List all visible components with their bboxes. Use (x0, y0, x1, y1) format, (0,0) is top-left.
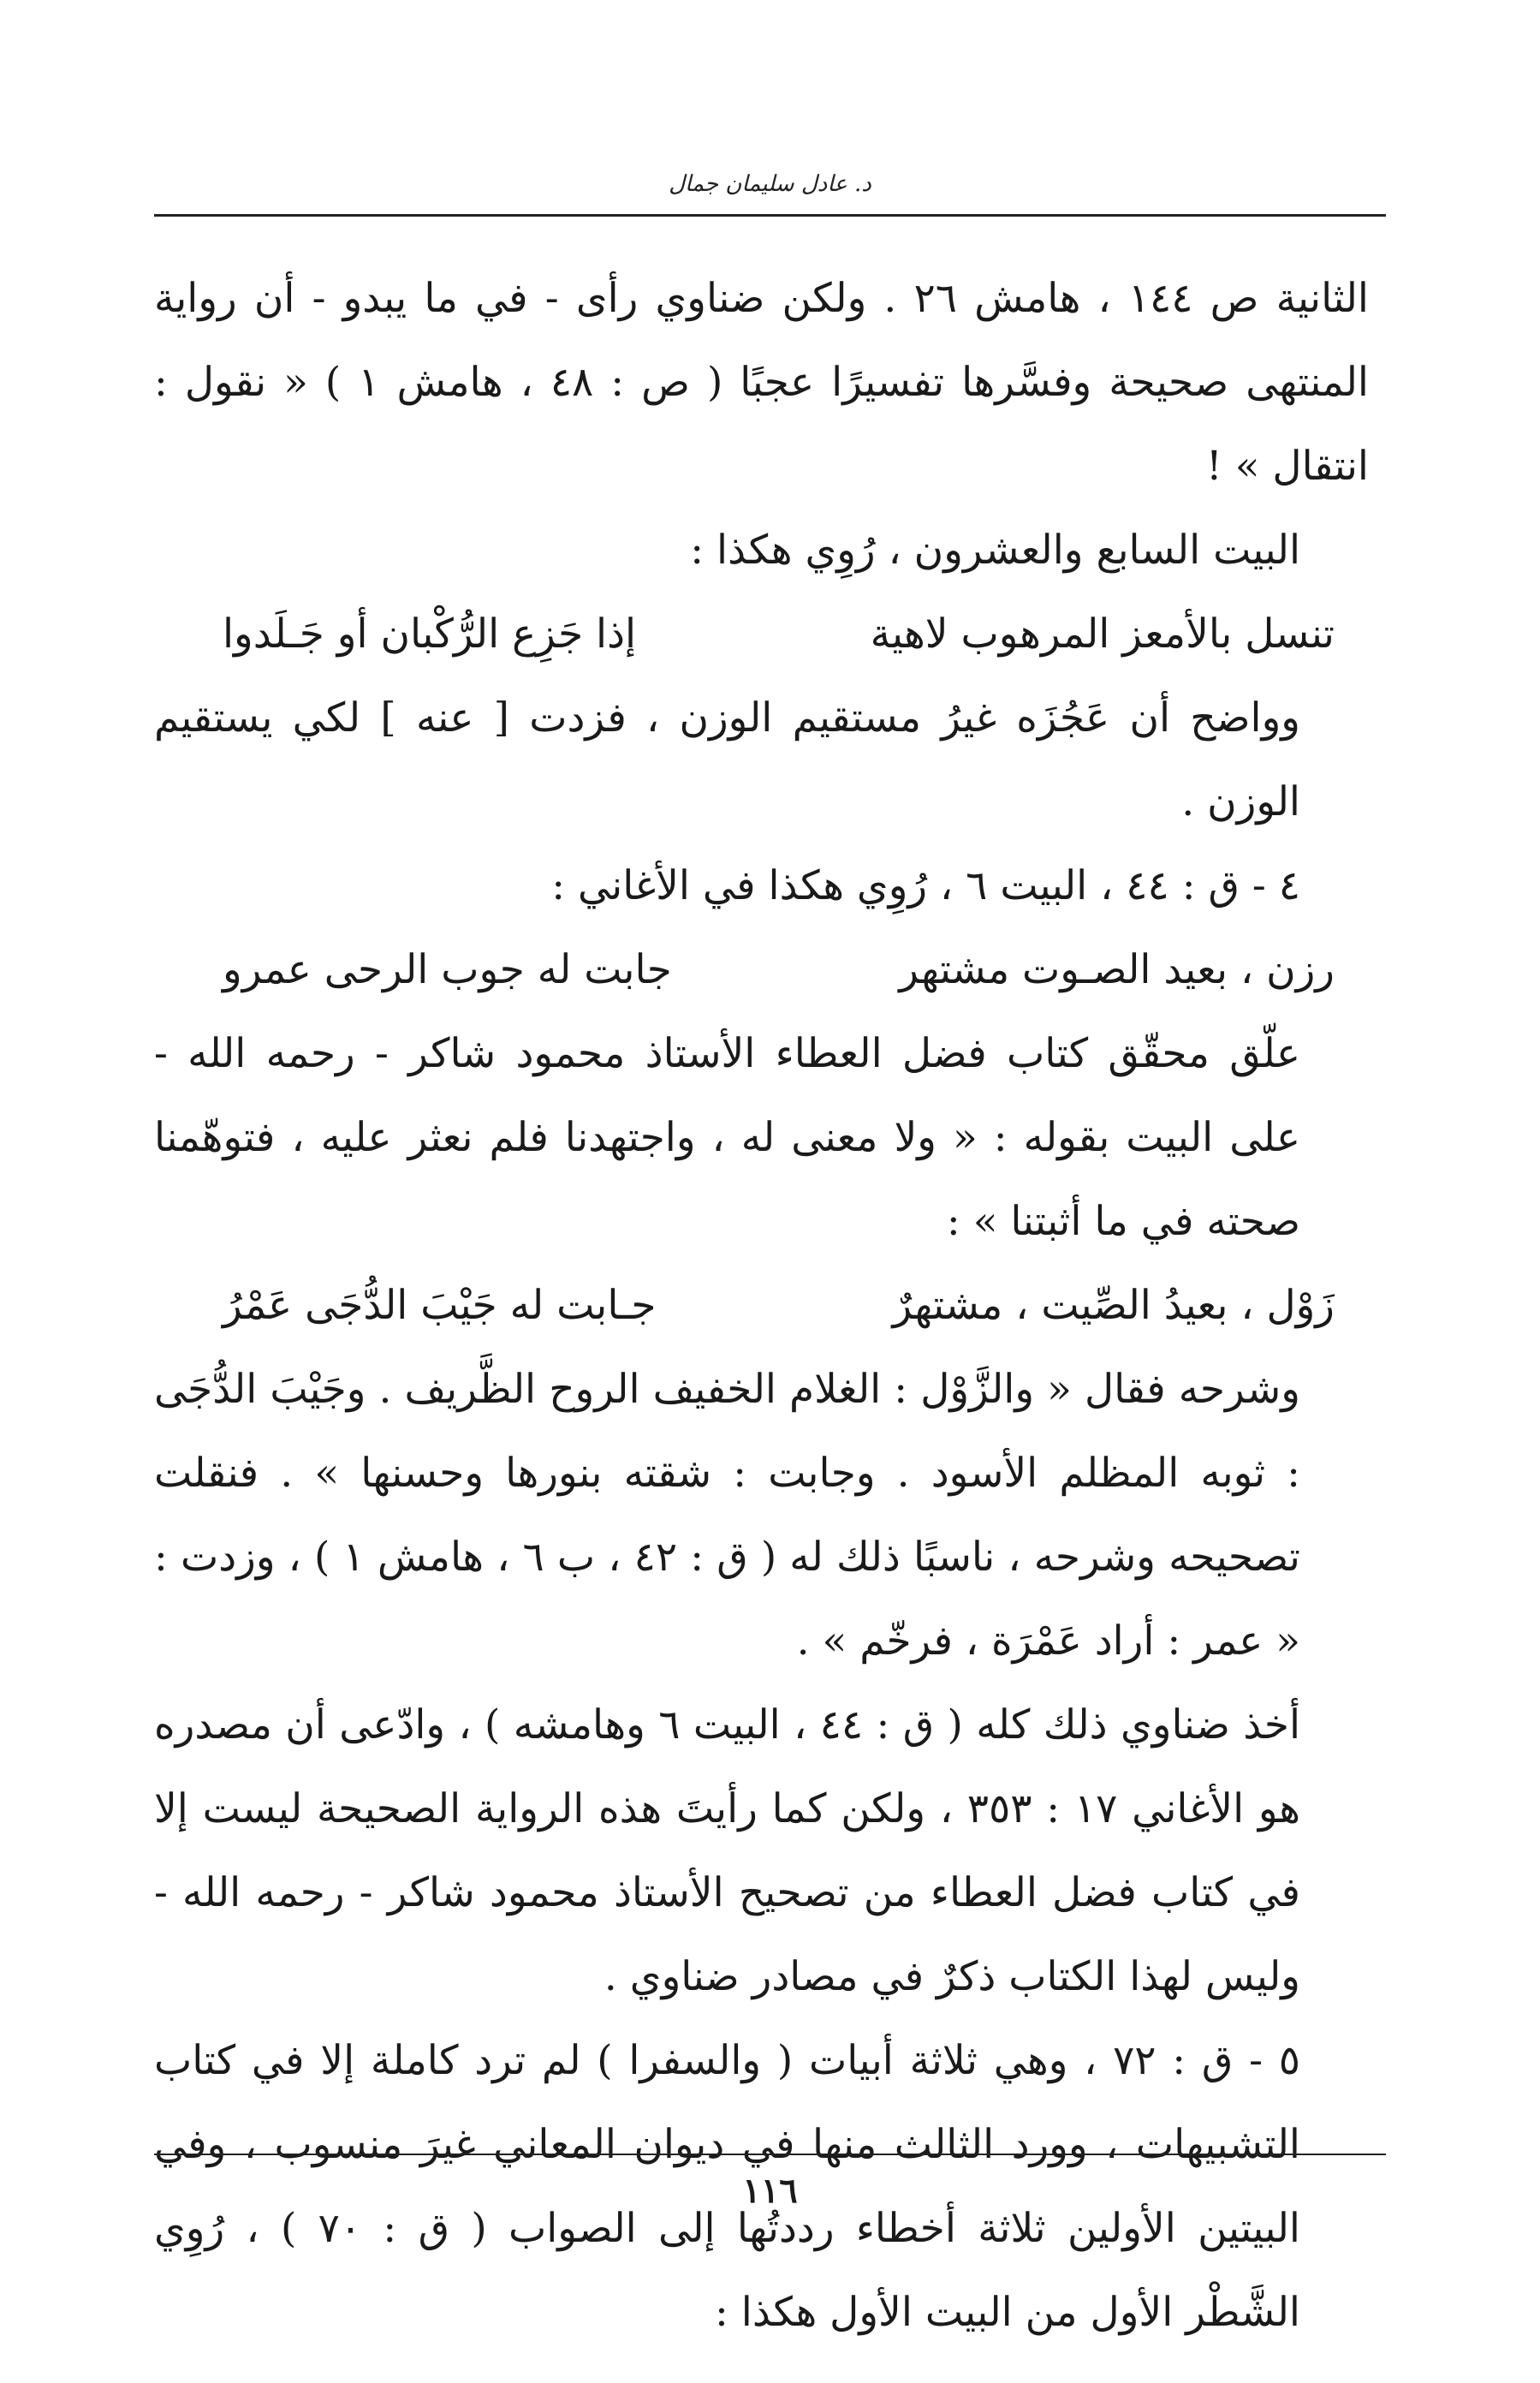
page-number: ١١٦ (742, 2171, 798, 2211)
verse-1 (154, 593, 1369, 676)
paragraph-6: وشرحه فقال « والزَّوْل : الغلام الخفيف الروح الظَّريف . وجَيْبَ الدُّجَى : ثوبه المظلم الأسود . وجابت : شقته بنورها وحسنها » . فنقلت تصحيحه وشرحه ، ناسبًا ذلك له ( ق : ٤٢ ، ب ٦ ، هامش ١ ) ، وزدت : « عمر : أراد عَمْرَة ، فرخّم » . (154, 1366, 1300, 1665)
paragraph-7: أخذ ضناوي ذلك كله ( ق : ٤٤ ، البيت ٦ وهامشه ) ، وادّعى أن مصدره هو الأغاني ١٧ : ٣٥٣ ، ولكن كما رأيتَ هذه الرواية الصحيحة ليست إلا في كتاب فضل العطاء من تصحيح الأستاذ محمود شاكر - رحمه الله - وليس لهذا الكتاب ذكرٌ في مصادر ضناوي . (154, 1701, 1301, 2000)
footer-rule (154, 2154, 1386, 2155)
verse-3-second-hemistich: جـابت له جَيْبَ الدُّجَى عَمْرُ (223, 1282, 657, 1329)
paragraph-2: البيت السابع والعشرون ، رُوِي هكذا : (690, 527, 1300, 574)
verse-2-first-hemistich: رزن ، بعيد الصـوت مشتهر (899, 946, 1335, 993)
paragraph-5: علّق محقّق كتاب فضل العطاء الأستاذ محمود شاكر - رحمه الله - على البيت بقوله : « ولا معنى له ، واجتهدنا فلم نعثر عليه ، فتوهّمنا صحته في ما أثبتنا » : (154, 1030, 1300, 1245)
page-body (154, 257, 1369, 2355)
verse-3-first-hemistich: زَوْل ، بعيدُ الصِّيت ، مشتهرٌ (892, 1282, 1335, 1329)
paragraph-4: ٤ - ق : ٤٤ ، البيت ٦ ، رُوِي هكذا في الأغاني : (551, 862, 1300, 909)
verse-2 (154, 928, 1369, 1012)
paragraph-8: ٥ - ق : ٧٢ ، وهي ثلاثة أبيات ( والسفرا ) لم ترد كاملة إلا في كتاب التشبيهات ، وورد الثالث منها في ديوان المعاني غيرَ منسوب ، وفي البيتين الأولين ثلاثة أخطاء رددتُها إلى الصواب ( ق : ٧٠ ) ، رُوِي الشَّطْر الأول من البيت الأول هكذا : (154, 2037, 1300, 2336)
verse-1-first-hemistich: تنسل بالأمعز المرهوب لاهية (870, 611, 1335, 658)
paragraph-3: وواضح أن عَجُزَه غيرُ مستقيم الوزن ، فزدت [ عنه ] لكي يستقيم الوزن . (154, 694, 1300, 825)
paragraph-1: الثانية ص ١٤٤ ، هامش ٢٦ . ولكن ضناوي رأى - في ما يبدو - أن رواية المنتهى صحيحة وفسَّرها تفسيرًا عجبًا ( ص : ٤٨ ، هامش ١ ) « نقول : انتقال » ! (154, 275, 1369, 490)
verse-1-second-hemistich: إذا جَزِع الرُّكْبان أو جَـلَدوا (223, 611, 637, 658)
verse-2-second-hemistich: جابت له جوب الرحى عمرو (223, 946, 672, 993)
header-rule (154, 214, 1386, 217)
verse-3 (154, 1264, 1369, 1348)
running-header: د. عادل سليمان جمال (669, 171, 871, 197)
